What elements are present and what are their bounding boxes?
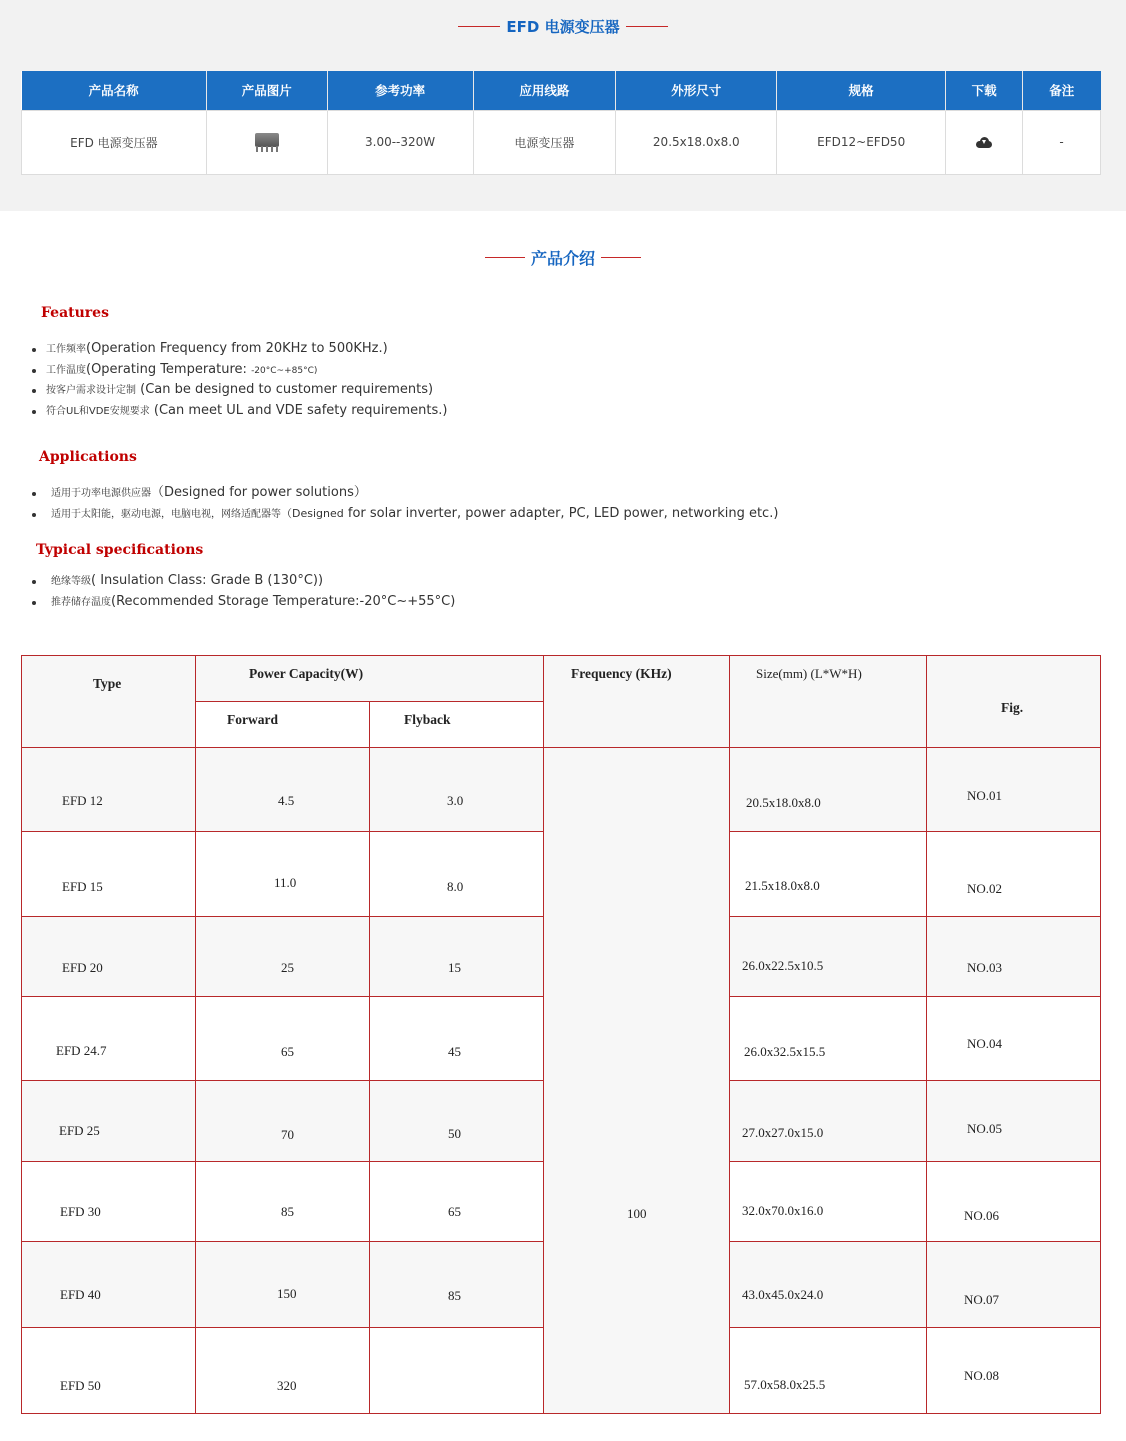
header-remark: 备注 — [1023, 71, 1101, 110]
header-download: 下载 — [946, 71, 1023, 110]
title-rule-left — [458, 26, 500, 27]
spec-table — [21, 655, 1101, 1414]
download-cell[interactable] — [946, 110, 1023, 174]
typical-spec-heading: Typical specifications — [36, 542, 204, 558]
table-row-flyback: 3.0 — [370, 748, 544, 832]
table-row-type: EFD 12 — [21, 748, 196, 832]
product-power: 3.00--320W — [327, 110, 473, 174]
title-rule-left — [485, 257, 525, 258]
product-circuit: 电源变压器 — [473, 110, 616, 174]
table-row-flyback: 8.0 — [370, 832, 544, 917]
product-spec: EFD12~EFD50 — [777, 110, 946, 174]
table-row-fig: NO.04 — [927, 997, 1101, 1081]
cloud-download-icon[interactable] — [976, 137, 992, 148]
table-row-fig: NO.08 — [927, 1328, 1101, 1414]
table-row-type: EFD 50 — [21, 1328, 196, 1414]
table-row-fig: NO.06 — [927, 1162, 1101, 1242]
list-item: 按客户需求设计定制 (Can be designed to customer requirements) — [31, 380, 447, 401]
table-row-type: EFD 24.7 — [21, 997, 196, 1081]
summary-product-row[interactable] — [22, 110, 1101, 174]
table-row-flyback — [370, 1328, 544, 1414]
product-dimensions: 20.5x18.0x8.0 — [616, 110, 777, 174]
summary-header-row — [22, 71, 1101, 110]
table-row-size: 32.0x70.0x16.0 — [730, 1162, 927, 1242]
list-item: 绝缘等级( Insulation Class: Grade B (130°C)) — [31, 571, 455, 592]
table-row-size: 57.0x58.0x25.5 — [730, 1328, 927, 1414]
features-heading: Features — [41, 305, 109, 321]
list-item: 符合UL和VDE安规要求 (Can meet UL and VDE safety requirements.) — [31, 401, 447, 422]
typical-spec-list — [31, 571, 455, 612]
table-row-flyback: 65 — [370, 1162, 544, 1242]
table-row-size: 26.0x32.5x15.5 — [730, 997, 927, 1081]
frequency-header: Frequency (KHz) — [544, 655, 730, 748]
header-product-name: 产品名称 — [22, 71, 207, 110]
header-application-circuit: 应用线路 — [473, 71, 616, 110]
table-row-fig: NO.07 — [927, 1242, 1101, 1328]
table-row-fig: NO.01 — [927, 748, 1101, 832]
table-row-type: EFD 30 — [21, 1162, 196, 1242]
table-row-type: EFD 20 — [21, 917, 196, 997]
product-section-title: EFD 电源变压器 — [0, 16, 1126, 37]
header-product-image: 产品图片 — [206, 71, 327, 110]
table-row-type: EFD 40 — [21, 1242, 196, 1328]
header-reference-power: 参考功率 — [327, 71, 473, 110]
table-row-fig: NO.03 — [927, 917, 1101, 997]
frequency-value-cell: 100 — [544, 748, 730, 1414]
table-row-forward: 85 — [196, 1162, 370, 1242]
flyback-header: Flyback — [370, 702, 544, 748]
table-row-forward: 11.0 — [196, 832, 370, 917]
table-row-flyback: 50 — [370, 1081, 544, 1162]
table-row-flyback: 15 — [370, 917, 544, 997]
power-capacity-header: Power Capacity(W) — [196, 655, 544, 702]
table-row-size: 43.0x45.0x24.0 — [730, 1242, 927, 1328]
applications-list — [31, 483, 778, 524]
applications-heading: Applications — [39, 449, 137, 465]
product-remark: - — [1023, 110, 1101, 174]
features-list — [31, 339, 447, 421]
forward-header: Forward — [196, 702, 370, 748]
table-row-size: 27.0x27.0x15.0 — [730, 1081, 927, 1162]
table-row-forward: 320 — [196, 1328, 370, 1414]
intro-section-title: 产品介绍 — [0, 246, 1126, 269]
table-row-flyback: 85 — [370, 1242, 544, 1328]
header-dimensions: 外形尺寸 — [616, 71, 777, 110]
size-header: Size(mm) (L*W*H) — [730, 655, 927, 748]
table-row-forward: 70 — [196, 1081, 370, 1162]
product-summary-table — [21, 71, 1101, 175]
product-name[interactable]: EFD 电源变压器 — [22, 110, 207, 174]
header-specification: 规格 — [777, 71, 946, 110]
list-item: 推荐储存温度(Recommended Storage Temperature:-20°C~+55°C) — [31, 592, 455, 613]
table-row-size: 26.0x22.5x10.5 — [730, 917, 927, 997]
product-image-cell[interactable] — [206, 110, 327, 174]
table-row-flyback: 45 — [370, 997, 544, 1081]
table-row-forward: 65 — [196, 997, 370, 1081]
list-item: 工作温度(Operating Temperature: -20°C~+85°C) — [31, 360, 447, 381]
list-item: 适用于功率电源供应器（Designed for power solutions） — [31, 483, 778, 504]
table-row-forward: 25 — [196, 917, 370, 997]
transformer-thumbnail-icon[interactable] — [253, 131, 281, 153]
type-header: Type — [21, 655, 196, 748]
table-row-type: EFD 25 — [21, 1081, 196, 1162]
list-item: 适用于太阳能，驱动电源，电脑电视，网络适配器等（Designed for solar inverter, power adapter, PC, LED power, networking etc.) — [31, 504, 778, 525]
title-rule-right — [626, 26, 668, 27]
table-row-forward: 150 — [196, 1242, 370, 1328]
table-row-size: 20.5x18.0x8.0 — [730, 748, 927, 832]
table-row-fig: NO.05 — [927, 1081, 1101, 1162]
table-row-fig: NO.02 — [927, 832, 1101, 917]
table-row-forward: 4.5 — [196, 748, 370, 832]
table-row-size: 21.5x18.0x8.0 — [730, 832, 927, 917]
fig-header: Fig. — [927, 655, 1101, 748]
title-rule-right — [601, 257, 641, 258]
list-item: 工作频率(Operation Frequency from 20KHz to 500KHz.) — [31, 339, 447, 360]
table-row-type: EFD 15 — [21, 832, 196, 917]
